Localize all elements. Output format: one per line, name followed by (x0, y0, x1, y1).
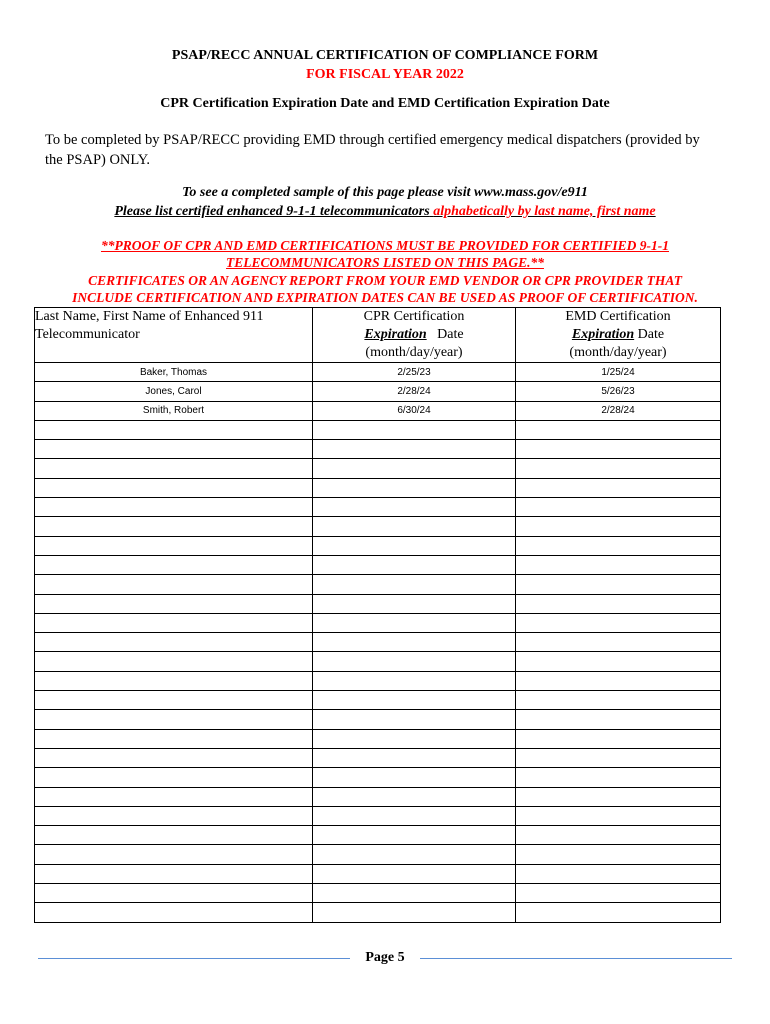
cpr-date-cell[interactable] (313, 613, 516, 632)
emd-date-cell[interactable] (516, 613, 721, 632)
name-cell[interactable] (35, 575, 313, 594)
name-cell[interactable] (35, 517, 313, 536)
cpr-date-cell[interactable] (313, 459, 516, 478)
cpr-date-cell[interactable] (313, 652, 516, 671)
name-cell[interactable] (35, 864, 313, 883)
table-row-blank (35, 517, 721, 536)
name-cell[interactable] (35, 884, 313, 903)
table-row-blank (35, 826, 721, 845)
table-row-blank (35, 536, 721, 555)
certification-table (34, 307, 721, 923)
col-header-cpr-expiration: Expiration (364, 327, 427, 342)
name-cell[interactable] (35, 845, 313, 864)
cpr-date-cell[interactable] (313, 691, 516, 710)
col-header-name-line2: Telecommunicator (35, 327, 140, 342)
col-header-cpr (313, 308, 516, 363)
table-row-blank (35, 903, 721, 922)
emd-date-cell[interactable] (516, 420, 721, 439)
name-cell[interactable] (35, 768, 313, 787)
table-row-blank (35, 691, 721, 710)
table-row-blank (35, 806, 721, 825)
cpr-date-cell: 2/28/24 (313, 382, 516, 401)
table-row (35, 401, 721, 420)
emd-date-cell[interactable] (516, 826, 721, 845)
name-cell[interactable] (35, 691, 313, 710)
emd-date-cell[interactable] (516, 459, 721, 478)
instructions: To be completed by PSAP/RECC providing EMD through certified emergency medical dispatchers (provided by the PSAP) ONLY. (45, 132, 700, 168)
emd-date-cell[interactable] (516, 864, 721, 883)
table-row (35, 363, 721, 382)
table-row-blank (35, 845, 721, 864)
table-row-blank (35, 652, 721, 671)
emd-date-cell[interactable] (516, 806, 721, 825)
emd-date-cell[interactable] (516, 710, 721, 729)
emd-date-cell[interactable] (516, 478, 721, 497)
table-row-blank (35, 710, 721, 729)
name-cell[interactable] (35, 652, 313, 671)
cpr-date-cell[interactable] (313, 729, 516, 748)
emd-date-cell[interactable] (516, 440, 721, 459)
table-row-blank (35, 884, 721, 903)
table-row-blank (35, 671, 721, 690)
col-header-name (35, 308, 313, 363)
table-row-blank (35, 768, 721, 787)
emd-date-cell[interactable] (516, 729, 721, 748)
col-header-cpr-format: (month/day/year) (365, 345, 463, 360)
cpr-date-cell[interactable] (313, 903, 516, 922)
cpr-date-cell[interactable] (313, 806, 516, 825)
page-number: Page 5 (365, 950, 405, 965)
table-row-blank (35, 729, 721, 748)
sample-note: To see a completed sample of this page please visit www.mass.gov/e911 (182, 185, 588, 200)
name-cell: Smith, Robert (35, 401, 313, 420)
cpr-date-cell[interactable] (313, 478, 516, 497)
emd-date-cell[interactable] (516, 517, 721, 536)
cpr-date-cell[interactable] (313, 671, 516, 690)
cpr-date-cell[interactable] (313, 594, 516, 613)
name-cell[interactable] (35, 748, 313, 767)
proof-line-2: TELECOMMUNICATORS LISTED ON THIS PAGE.** (226, 255, 544, 270)
col-header-emd-expiration: Expiration (571, 327, 635, 342)
name-cell[interactable] (35, 459, 313, 478)
name-cell[interactable] (35, 633, 313, 652)
list-note-black: Please list certified enhanced 9-1-1 telecommunicators (114, 204, 430, 219)
emd-date-cell[interactable] (516, 671, 721, 690)
name-cell[interactable] (35, 555, 313, 574)
certificates-note (0, 272, 770, 306)
emd-date-cell[interactable] (516, 498, 721, 517)
emd-date-cell: 5/26/23 (516, 382, 721, 401)
proof-note (0, 237, 770, 271)
name-cell[interactable] (35, 440, 313, 459)
cpr-date-cell: 6/30/24 (313, 401, 516, 420)
table-body (35, 363, 721, 923)
cpr-date-cell[interactable] (313, 555, 516, 574)
name-cell[interactable] (35, 498, 313, 517)
name-cell[interactable] (35, 594, 313, 613)
cpr-date-cell[interactable] (313, 420, 516, 439)
cpr-date-cell[interactable] (313, 536, 516, 555)
col-header-cpr-date: Date (437, 327, 464, 342)
cpr-date-cell[interactable] (313, 864, 516, 883)
table-row-blank (35, 478, 721, 497)
table-row-blank (35, 420, 721, 439)
table-row-blank (35, 748, 721, 767)
table-row-blank (35, 575, 721, 594)
emd-date-cell[interactable] (516, 903, 721, 922)
table-row-blank (35, 594, 721, 613)
emd-date-cell[interactable] (516, 536, 721, 555)
emd-date-cell[interactable] (516, 594, 721, 613)
cpr-date-cell[interactable] (313, 440, 516, 459)
section-heading: CPR Certification Expiration Date and EMD Certification Expiration Date (160, 96, 610, 111)
name-cell[interactable] (35, 903, 313, 922)
emd-date-cell[interactable] (516, 748, 721, 767)
cpr-date-cell[interactable] (313, 845, 516, 864)
cpr-date-cell[interactable] (313, 575, 516, 594)
cpr-date-cell[interactable] (313, 498, 516, 517)
table-row-blank (35, 633, 721, 652)
col-header-emd-date: Date (637, 327, 665, 342)
cpr-date-cell[interactable] (313, 768, 516, 787)
certs-line-1: CERTIFICATES OR AN AGENCY REPORT FROM YOUR EMD VENDOR OR CPR PROVIDER THAT (88, 273, 682, 288)
cpr-date-cell: 2/25/23 (313, 363, 516, 382)
name-cell[interactable] (35, 806, 313, 825)
table-row (35, 382, 721, 401)
cpr-date-cell[interactable] (313, 633, 516, 652)
table-row-blank (35, 440, 721, 459)
cpr-date-cell[interactable] (313, 517, 516, 536)
emd-date-cell: 2/28/24 (516, 401, 721, 420)
col-header-emd-format: (month/day/year) (569, 345, 667, 360)
name-cell[interactable] (35, 420, 313, 439)
table-row-blank (35, 613, 721, 632)
table-header-row (35, 308, 721, 363)
name-cell[interactable] (35, 478, 313, 497)
form-title: PSAP/RECC ANNUAL CERTIFICATION OF COMPLIANCE FORM (171, 48, 599, 63)
name-cell: Jones, Carol (35, 382, 313, 401)
col-header-cpr-line1: CPR Certification (363, 309, 465, 324)
emd-date-cell[interactable] (516, 768, 721, 787)
list-note (0, 204, 770, 220)
emd-date-cell[interactable] (516, 787, 721, 806)
name-cell[interactable] (35, 536, 313, 555)
emd-date-cell: 1/25/24 (516, 363, 721, 382)
emd-date-cell[interactable] (516, 884, 721, 903)
cpr-date-cell[interactable] (313, 710, 516, 729)
emd-date-cell[interactable] (516, 555, 721, 574)
proof-line-1: **PROOF OF CPR AND EMD CERTIFICATIONS MUST BE PROVIDED FOR CERTIFIED 9-1-1 (100, 238, 669, 253)
emd-date-cell[interactable] (516, 633, 721, 652)
col-header-emd-line1: EMD Certification (565, 309, 671, 324)
name-cell[interactable] (35, 729, 313, 748)
cpr-date-cell[interactable] (313, 884, 516, 903)
emd-date-cell[interactable] (516, 845, 721, 864)
name-cell: Baker, Thomas (35, 363, 313, 382)
name-cell[interactable] (35, 826, 313, 845)
cpr-date-cell[interactable] (313, 748, 516, 767)
table-row-blank (35, 555, 721, 574)
certs-line-2: INCLUDE CERTIFICATION AND EXPIRATION DATES CAN BE USED AS PROOF OF CERTIFICATION. (72, 290, 698, 305)
name-cell[interactable] (35, 613, 313, 632)
list-note-red: alphabetically by last name, first name (433, 204, 656, 219)
emd-date-cell[interactable] (516, 652, 721, 671)
name-cell[interactable] (35, 671, 313, 690)
col-header-name-line1: Last Name, First Name of Enhanced 911 (35, 309, 264, 324)
table-row-blank (35, 459, 721, 478)
emd-date-cell[interactable] (516, 575, 721, 594)
cpr-date-cell[interactable] (313, 787, 516, 806)
table-row-blank (35, 498, 721, 517)
name-cell[interactable] (35, 787, 313, 806)
table-row-blank (35, 787, 721, 806)
name-cell[interactable] (35, 710, 313, 729)
fiscal-year: FOR FISCAL YEAR 2022 (306, 67, 464, 82)
cpr-date-cell[interactable] (313, 826, 516, 845)
emd-date-cell[interactable] (516, 691, 721, 710)
table-row-blank (35, 864, 721, 883)
col-header-emd (516, 308, 721, 363)
